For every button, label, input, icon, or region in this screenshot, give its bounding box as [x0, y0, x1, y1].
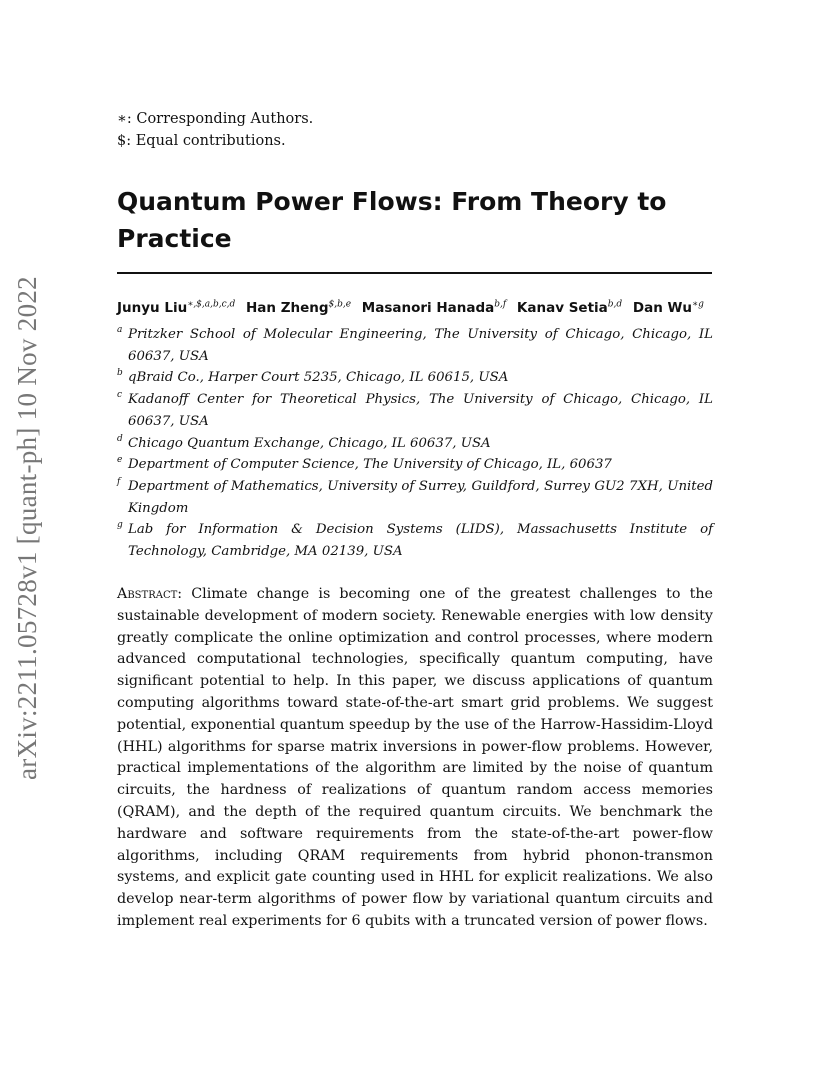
- author-marks: ∗g: [692, 299, 704, 309]
- author-name: Kanav Setia: [516, 299, 608, 316]
- author-marks: b,f: [494, 299, 507, 309]
- affiliation: [117, 367, 713, 389]
- author: [246, 300, 351, 316]
- affiliation-text: Lab for Information & Decision Systems (LIDS), Massachusetts Institute of Technology, Cambridge, MA 02139, USA: [128, 522, 713, 560]
- affiliation-text: Department of Mathematics, University of Surrey, Guildford, Surrey GU2 7XH, United Kingdom: [128, 478, 713, 516]
- note-corresponding: ∗: Corresponding Authors.: [117, 111, 314, 127]
- author-list: [117, 299, 717, 316]
- paper-title: Quantum Power Flows: From Theory to Practice: [117, 187, 667, 253]
- title-rule: [117, 272, 712, 274]
- affiliation-text: Department of Computer Science, The University of Chicago, IL, 60637: [128, 457, 612, 473]
- note-equal-contribution: $: Equal contributions.: [117, 133, 286, 149]
- affiliation-mark: a: [117, 325, 123, 335]
- abstract-label: Abstract:: [117, 586, 183, 602]
- author: [633, 300, 704, 316]
- affiliation-mark: g: [117, 520, 123, 531]
- affiliation-mark: e: [117, 455, 123, 466]
- arxiv-identifier: arXiv:2211.05728v1 [quant-ph] 10 Nov 2022: [12, 276, 42, 780]
- author-marks: $,b,e: [328, 299, 352, 309]
- affiliation: [117, 454, 713, 476]
- affiliation-text: Pritzker School of Molecular Engineering, The University of Chicago, Chicago, IL 60637, USA: [128, 327, 713, 364]
- affiliation-text: Chicago Quantum Exchange, Chicago, IL 60637, USA: [128, 435, 491, 451]
- affiliation-mark: f: [117, 476, 121, 487]
- affiliation: [117, 389, 713, 432]
- author-name: Han Zheng: [245, 299, 329, 316]
- affiliation-mark: c: [117, 390, 123, 401]
- affiliation: [117, 433, 713, 455]
- affiliation-mark: d: [117, 433, 123, 444]
- affiliation-text: Kadanoff Center for Theoretical Physics, The University of Chicago, Chicago, IL 60637, USA: [128, 392, 713, 429]
- affiliation: [117, 519, 713, 562]
- affiliation-list: [117, 324, 713, 563]
- author-marks: ∗,$,a,b,c,d: [187, 299, 236, 309]
- author-marks: b,d: [607, 299, 623, 309]
- affiliation: [117, 476, 713, 519]
- author: [117, 300, 235, 316]
- author-name: Dan Wu: [632, 299, 693, 316]
- abstract: [117, 584, 713, 933]
- author: [517, 300, 622, 316]
- affiliation: [117, 324, 713, 367]
- affiliation-text: qBraid Co., Harper Court 5235, Chicago, IL 60615, USA: [128, 370, 509, 386]
- affiliation-mark: b: [117, 368, 123, 379]
- abstract-text: Climate change is becoming one of the greatest challenges to the sustainable development of modern society. Renewable energies with low density greatly complicate the online optimization and control processes, where modern advanced computational technologies, specifically quantum computing, have significant potential to help. In this paper, we discuss applications of quantum computing algorithms toward state-of-the-art smart grid problems. We suggest potential, exponential quantum speedup by the use of the Harrow-Hassidim-Lloyd (HHL) algorithms for sparse matrix inversions in power-flow problems. However, practical implementations of the algorithm are limited by the noise of quantum circuits, the hardness of realizations of quantum random access memories (QRAM), and the depth of the required quantum circuits. We benchmark the hardware and software requirements from the state-of-the-art power-flow algorithms, including QRAM requirements from hybrid phonon-transmon systems, and explicit gate counting used in HHL for explicit realizations. We also develop near-term algorithms of power flow by variational quantum circuits and implement real experiments for 6 qubits with a truncated version of power flows.: [117, 586, 714, 929]
- author-notes: [117, 108, 313, 152]
- author-name: Junyu Liu: [117, 299, 188, 316]
- author: [362, 300, 506, 316]
- author-name: Masanori Hanada: [361, 299, 495, 316]
